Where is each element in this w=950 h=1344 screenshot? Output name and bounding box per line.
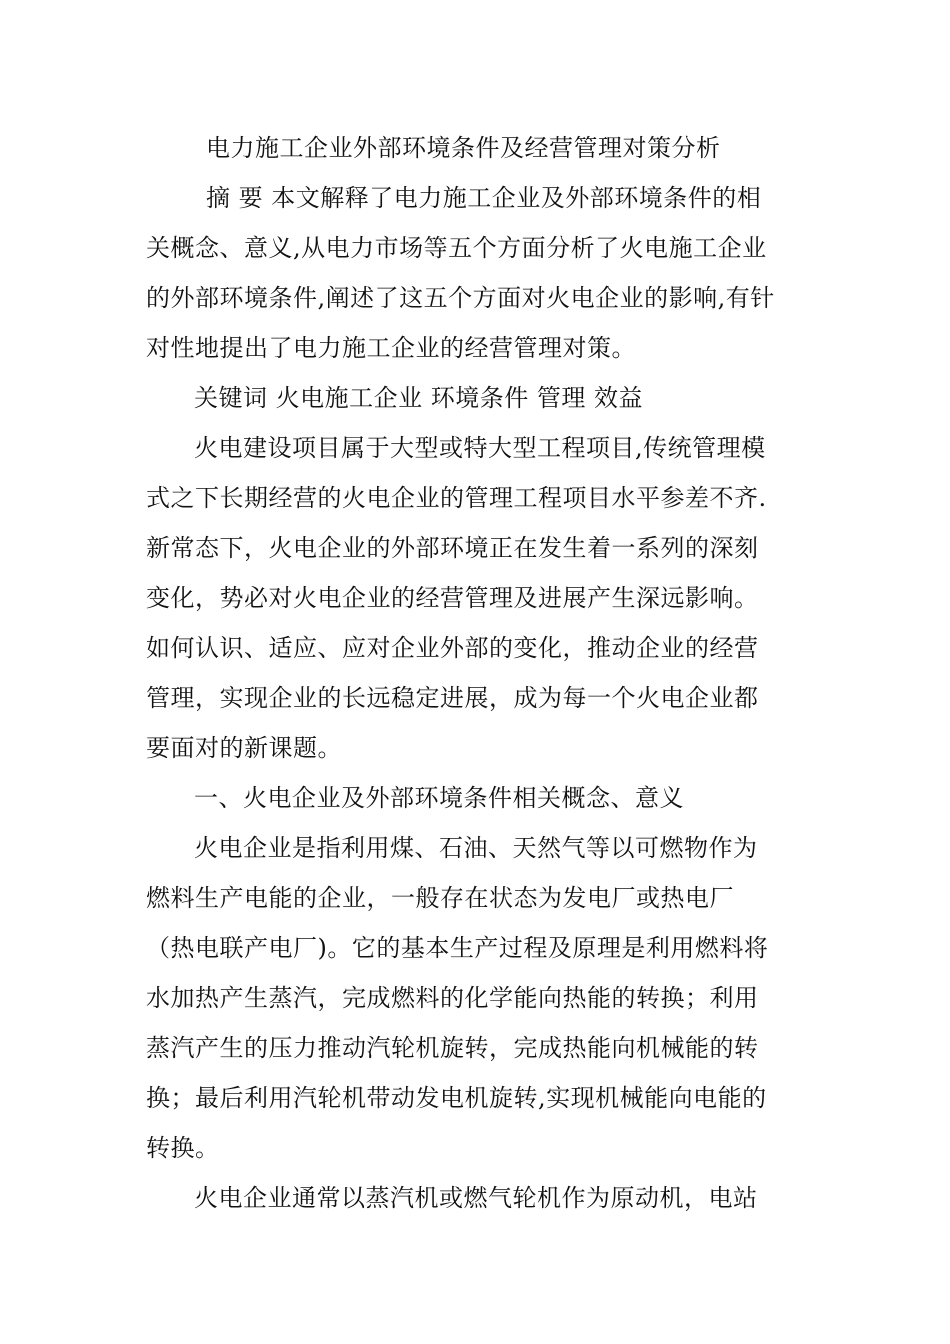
intro-line: 式之下长期经营的火电企业的管理工程项目水平参差不齐.	[146, 484, 767, 512]
intro-line: 要面对的新课题。	[146, 734, 342, 762]
section1-line: （热电联产电厂)。它的基本生产过程及原理是利用燃料将	[146, 934, 769, 962]
section1-line: 转换。	[146, 1134, 220, 1162]
intro-line: 管理，实现企业的长远稳定进展，成为每一个火电企业都	[146, 684, 759, 712]
keywords-line: 关键词 火电施工企业 环境条件 管理 效益	[194, 384, 644, 412]
section1-line: 燃料生产电能的企业，一般存在状态为发电厂或热电厂	[146, 884, 734, 912]
section1-line: 水加热产生蒸汽，完成燃料的化学能向热能的转换；利用	[146, 984, 759, 1012]
abstract-line: 关概念、意义,从电力市场等五个方面分析了火电施工企业	[146, 234, 767, 262]
section-heading: 一、火电企业及外部环境条件相关概念、意义	[194, 784, 684, 812]
abstract-line: 的外部环境条件,阐述了这五个方面对火电企业的影响,有针	[146, 284, 775, 312]
document-title: 电力施工企业外部环境条件及经营管理对策分析	[206, 134, 721, 162]
section1-line: 火电企业是指利用煤、石油、天然气等以可燃物作为	[194, 834, 758, 862]
abstract-line: 对性地提出了电力施工企业的经营管理对策。	[146, 334, 636, 362]
intro-line: 如何认识、适应、应对企业外部的变化，推动企业的经营	[146, 634, 759, 662]
intro-line: 新常态下，火电企业的外部环境正在发生着一系列的深刻	[146, 534, 759, 562]
intro-line: 变化，势必对火电企业的经营管理及进展产生深远影响。	[146, 584, 759, 612]
section1-line: 蒸汽产生的压力推动汽轮机旋转，完成热能向机械能的转	[146, 1034, 759, 1062]
abstract-line: 摘 要 本文解释了电力施工企业及外部环境条件的相	[206, 184, 762, 212]
section1-line: 换；最后利用汽轮机带动发电机旋转,实现机械能向电能的	[146, 1084, 767, 1112]
paragraph-line: 火电企业通常以蒸汽机或燃气轮机作为原动机，电站	[194, 1184, 758, 1212]
intro-line: 火电建设项目属于大型或特大型工程项目,传统管理模	[194, 434, 766, 462]
